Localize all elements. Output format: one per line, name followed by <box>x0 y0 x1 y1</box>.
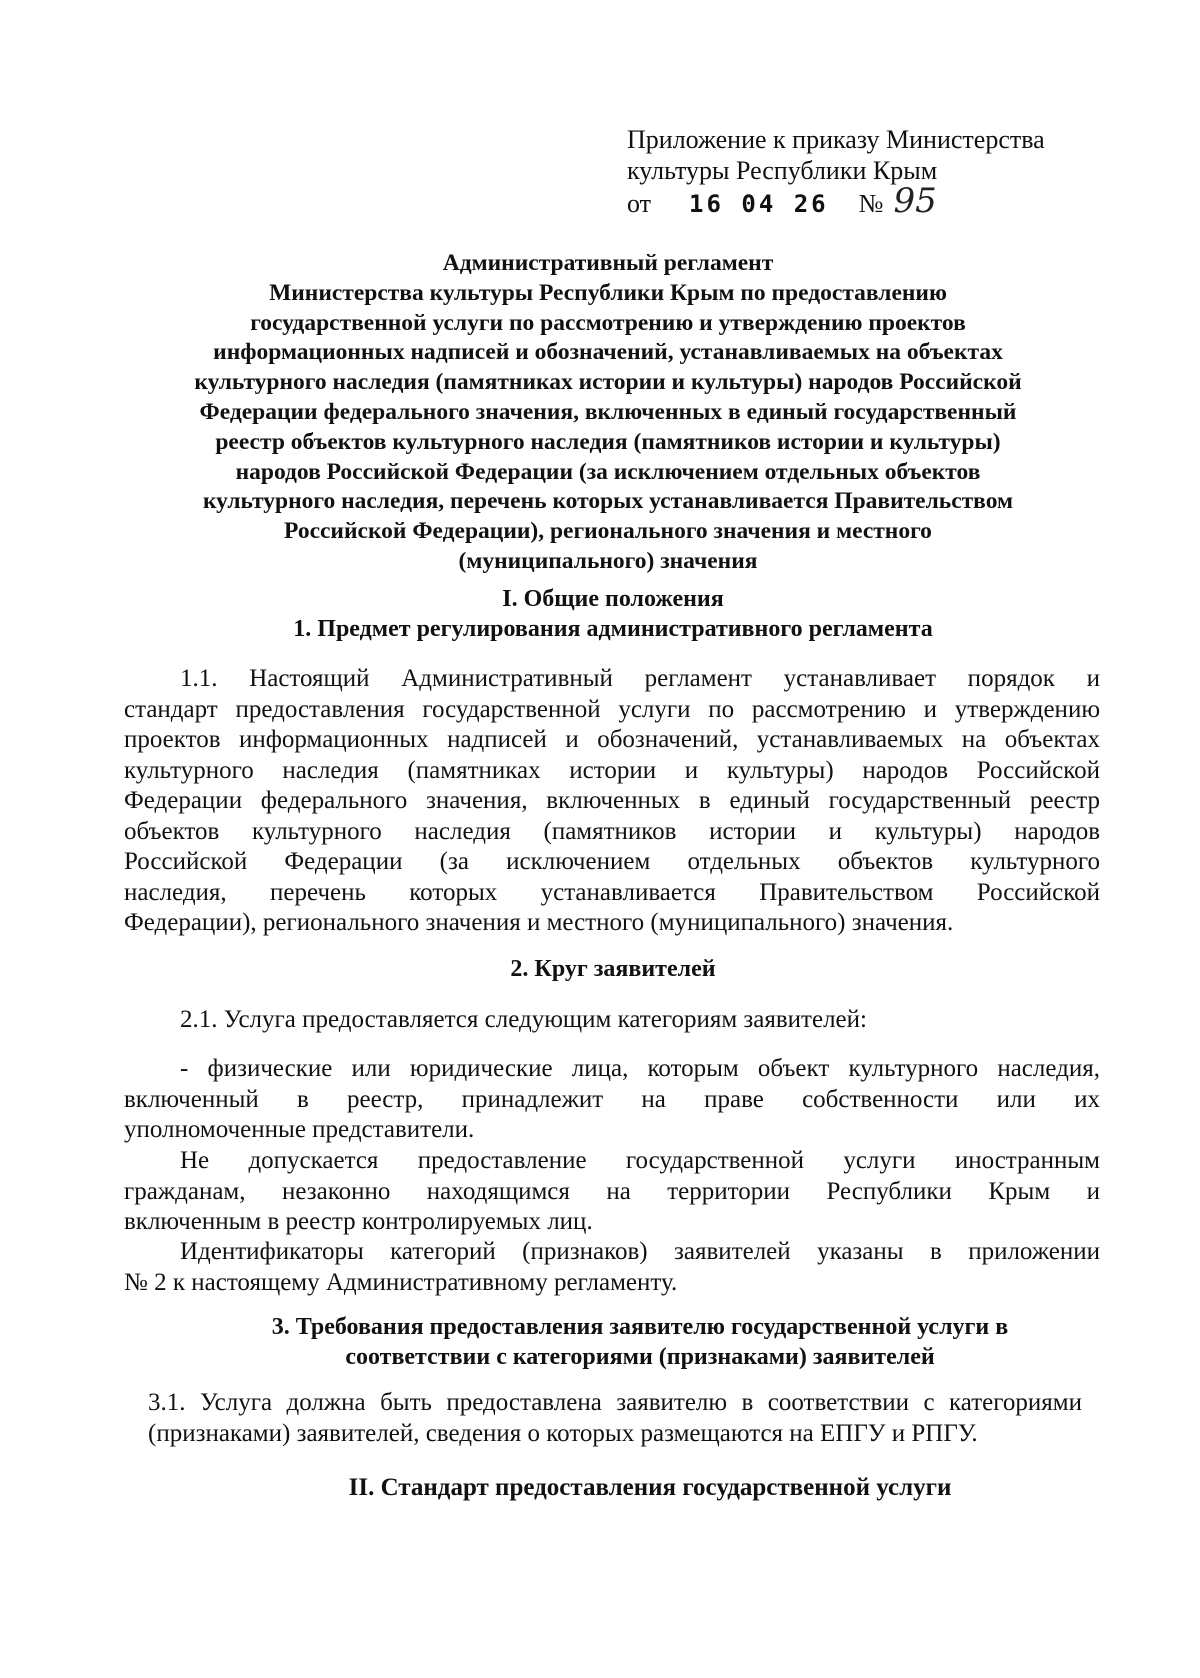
paragraph-identifiers <box>124 1237 1100 1298</box>
order-number-handwritten: 95 <box>893 181 937 221</box>
paragraph-not-allowed <box>124 1146 1100 1238</box>
title-line: Административный регламент <box>442 250 774 276</box>
paragraph-line: Не допускается предоставление государственной услуги иностранным <box>180 1147 1100 1174</box>
regulation-title <box>108 249 1108 577</box>
section-1-heading: I. Общие положения <box>502 586 724 612</box>
appendix-line-1: Приложение к приказу Министерства <box>627 125 1045 154</box>
title-line: народов Российской Федерации (за исключением отдельных объектов <box>235 458 981 485</box>
paragraph-line: 1.1. Настоящий Административный регламент устанавливает порядок и <box>180 665 1100 692</box>
title-line: Министерства культуры Республики Крым по предоставлению <box>269 279 947 306</box>
subsection-2-heading: 2. Круг заявителей <box>510 956 716 982</box>
title-line: культурного наследия, перечень которых устанавливается Правительством <box>202 488 1014 515</box>
subsection-3-heading-line-2: соответствии с категориями (признаками) заявителей <box>345 1344 935 1370</box>
section-2-heading: II. Стандарт предоставления государственной услуги <box>348 1474 952 1501</box>
title-line: (муниципального) значения <box>458 547 758 574</box>
paragraph-line: объектов культурного наследия (памятников истории и культуры) народов <box>124 817 1100 845</box>
paragraph-line: № 2 к настоящему Административному регламенту. <box>124 1268 678 1296</box>
paragraph-line: включенный в реестр, принадлежит на праве собственности или их <box>124 1085 1100 1113</box>
appendix-date-line <box>627 181 1045 221</box>
paragraph-line: Российской Федерации (за исключением отдельных объектов культурного <box>124 848 1100 875</box>
paragraph-line: Идентификаторы категорий (признаков) заявителей указаны в приложении <box>180 1238 1100 1265</box>
title-line: государственной услуги по рассмотрению и утверждению проектов <box>250 309 966 336</box>
title-line: Федерации федерального значения, включенных в единый государственный <box>199 398 1017 425</box>
title-line: культурного наследия (памятниках истории и культуры) народов Российской <box>194 369 1022 396</box>
paragraph-line: уполномоченные представители. <box>124 1116 475 1143</box>
paragraph-line: - физические или юридические лица, которым объект культурного наследия, <box>180 1055 1100 1082</box>
title-line: реестр объектов культурного наследия (памятников истории и культуры) <box>215 428 1001 455</box>
paragraph-line: гражданам, незаконно находящимся на территории Республики Крым и <box>124 1177 1100 1205</box>
paragraph-line: наследия, перечень которых устанавливается Правительством Российской <box>124 878 1100 906</box>
paragraph-1-1 <box>124 664 1100 939</box>
appendix-line-2: культуры Республики Крым <box>627 156 938 185</box>
number-sign: № <box>858 189 884 218</box>
paragraph-3-1 <box>148 1388 1082 1449</box>
paragraph-line: стандарт предоставления государственной услуги по рассмотрению и утверждению <box>124 695 1100 723</box>
subsection-1-heading: 1. Предмет регулирования административного регламента <box>293 616 933 642</box>
paragraph-line: Федерации), регионального значения и местного (муниципального) значения. <box>124 909 954 936</box>
paragraph-applicants-list <box>124 1054 1100 1146</box>
appendix-block <box>627 124 1045 220</box>
paragraph-line: Федерации федерального значения, включенных в единый государственный реестр <box>124 787 1100 814</box>
paragraph-line: 2.1. Услуга предоставляется следующим категориям заявителей: <box>180 1006 867 1033</box>
title-line: Российской Федерации), регионального значения и местного <box>284 518 932 545</box>
title-line: информационных надписей и обозначений, устанавливаемых на объектах <box>213 339 1003 366</box>
date-prefix: от <box>627 189 652 218</box>
paragraph-line: (признаками) заявителей, сведения о которых размещаются на ЕПГУ и РПГУ. <box>148 1419 978 1447</box>
paragraph-line: 3.1. Услуга должна быть предоставлена заявителю в соответствии с категориями <box>148 1389 1082 1416</box>
date-stamp: 16 04 26 <box>689 190 829 218</box>
paragraph-2-1 <box>124 1005 1100 1036</box>
paragraph-line: культурного наследия (памятниках истории и культуры) народов Российской <box>124 756 1100 784</box>
subsection-3-heading-line-1: 3. Требования предоставления заявителю государственной услуги в <box>271 1314 1009 1340</box>
paragraph-line: включенным в реестр контролируемых лиц. <box>124 1208 593 1235</box>
paragraph-line: проектов информационных надписей и обозначений, устанавливаемых на объектах <box>124 726 1100 753</box>
